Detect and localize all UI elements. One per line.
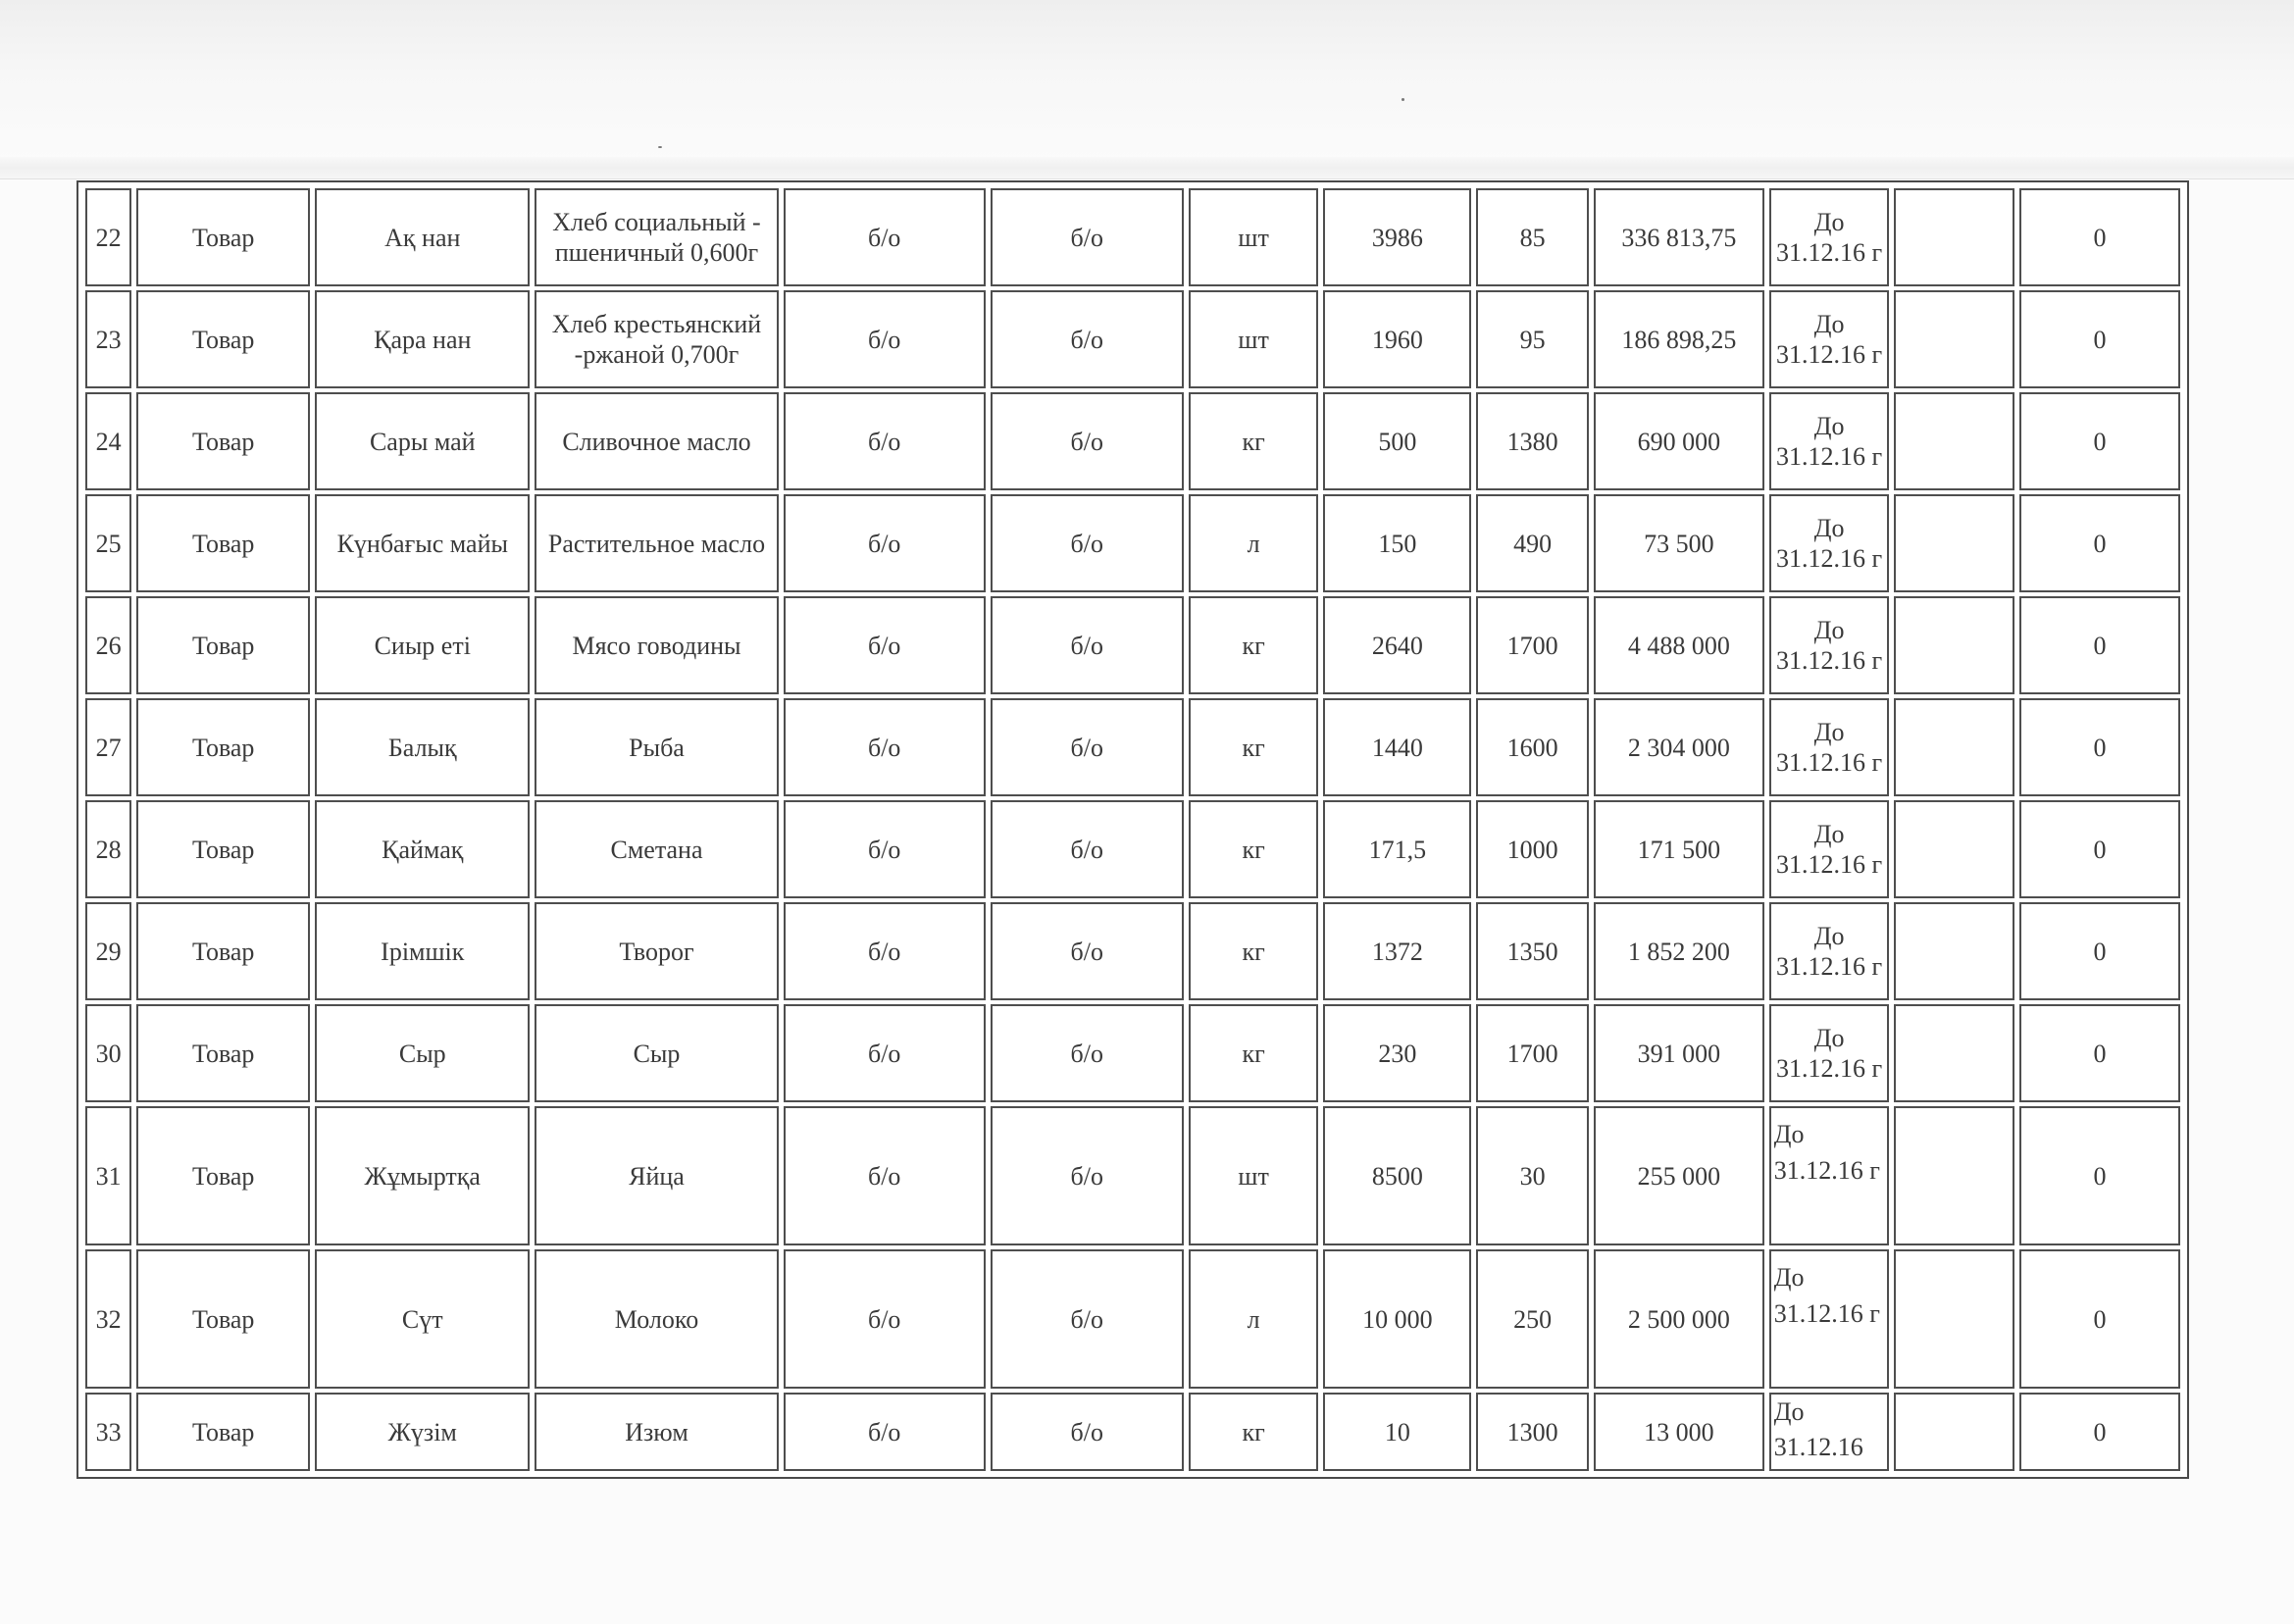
value-zero: 0 (2019, 1249, 2180, 1389)
spec-1: б/о (784, 902, 986, 1000)
item-type: Товар (136, 1393, 310, 1471)
row-number: 27 (85, 698, 131, 796)
unit-price: 85 (1476, 188, 1589, 286)
unit: кг (1189, 698, 1319, 796)
unit-price: 1380 (1476, 392, 1589, 490)
value-zero: 0 (2019, 392, 2180, 490)
sheet-edge (0, 157, 2294, 179)
total-sum: 186 898,25 (1594, 290, 1764, 388)
item-name-kz: Күнбағыс майы (315, 494, 530, 592)
table-row (85, 800, 2180, 898)
spec-2: б/о (991, 290, 1184, 388)
row-number: 29 (85, 902, 131, 1000)
row-number: 33 (85, 1393, 131, 1471)
empty-cell (1894, 494, 2014, 592)
value-zero: 0 (2019, 698, 2180, 796)
row-number: 28 (85, 800, 131, 898)
deadline: До 31.12.16 г (1769, 290, 1890, 388)
total-sum: 1 852 200 (1594, 902, 1764, 1000)
unit-price: 490 (1476, 494, 1589, 592)
unit-price: 1700 (1476, 1004, 1589, 1102)
spec-1: б/о (784, 1004, 986, 1102)
deadline: До 31.12.16 г (1769, 800, 1890, 898)
empty-cell (1894, 800, 2014, 898)
table-body (85, 188, 2180, 1471)
item-name-kz: Ірімшік (315, 902, 530, 1000)
item-type: Товар (136, 290, 310, 388)
empty-cell (1894, 902, 2014, 1000)
total-sum: 690 000 (1594, 392, 1764, 490)
total-sum: 13 000 (1594, 1393, 1764, 1471)
items-table (80, 184, 2185, 1475)
deadline: До 31.12.16 г (1769, 494, 1890, 592)
spec-2: б/о (991, 494, 1184, 592)
table-row (85, 1393, 2180, 1471)
unit: л (1189, 494, 1319, 592)
unit-price: 1350 (1476, 902, 1589, 1000)
unit-price: 250 (1476, 1249, 1589, 1389)
quantity: 500 (1323, 392, 1471, 490)
unit-price: 1300 (1476, 1393, 1589, 1471)
deadline: До 31.12.16 г (1769, 1249, 1890, 1389)
quantity: 3986 (1323, 188, 1471, 286)
quantity: 171,5 (1323, 800, 1471, 898)
quantity: 10 000 (1323, 1249, 1471, 1389)
table-row (85, 290, 2180, 388)
table-row (85, 902, 2180, 1000)
item-type: Товар (136, 494, 310, 592)
unit: л (1189, 1249, 1319, 1389)
empty-cell (1894, 698, 2014, 796)
quantity: 1372 (1323, 902, 1471, 1000)
scan-shadow (0, 0, 2294, 181)
table-row (85, 494, 2180, 592)
spec-1: б/о (784, 188, 986, 286)
unit: шт (1189, 188, 1319, 286)
item-name-ru: Хлеб социальный - пшеничный 0,600г (535, 188, 778, 286)
item-name-kz: Сүт (315, 1249, 530, 1389)
spec-1: б/о (784, 1106, 986, 1245)
value-zero: 0 (2019, 1004, 2180, 1102)
item-name-ru: Сливочное масло (535, 392, 778, 490)
spec-2: б/о (991, 1004, 1184, 1102)
deadline: До 31.12.16 (1769, 1393, 1890, 1471)
value-zero: 0 (2019, 596, 2180, 694)
item-name-ru: Сметана (535, 800, 778, 898)
quantity: 230 (1323, 1004, 1471, 1102)
total-sum: 4 488 000 (1594, 596, 1764, 694)
item-type: Товар (136, 902, 310, 1000)
item-name-kz: Сыр (315, 1004, 530, 1102)
item-name-ru: Сыр (535, 1004, 778, 1102)
unit: шт (1189, 1106, 1319, 1245)
row-number: 25 (85, 494, 131, 592)
spec-1: б/о (784, 698, 986, 796)
unit: кг (1189, 800, 1319, 898)
quantity: 1440 (1323, 698, 1471, 796)
empty-cell (1894, 1004, 2014, 1102)
total-sum: 2 500 000 (1594, 1249, 1764, 1389)
unit: кг (1189, 1004, 1319, 1102)
quantity: 2640 (1323, 596, 1471, 694)
deadline: До 31.12.16 г (1769, 902, 1890, 1000)
item-name-ru: Творог (535, 902, 778, 1000)
table-row (85, 698, 2180, 796)
empty-cell (1894, 596, 2014, 694)
total-sum: 255 000 (1594, 1106, 1764, 1245)
empty-cell (1894, 188, 2014, 286)
unit-price: 1600 (1476, 698, 1589, 796)
item-name-ru: Молоко (535, 1249, 778, 1389)
spec-2: б/о (991, 902, 1184, 1000)
unit-price: 30 (1476, 1106, 1589, 1245)
quantity: 8500 (1323, 1106, 1471, 1245)
unit-price: 95 (1476, 290, 1589, 388)
spec-2: б/о (991, 188, 1184, 286)
quantity: 150 (1323, 494, 1471, 592)
row-number: 31 (85, 1106, 131, 1245)
item-type: Товар (136, 1106, 310, 1245)
spec-1: б/о (784, 1249, 986, 1389)
deadline: До 31.12.16 г (1769, 1106, 1890, 1245)
unit: кг (1189, 392, 1319, 490)
scan-speck (658, 146, 662, 148)
spec-1: б/о (784, 392, 986, 490)
row-number: 23 (85, 290, 131, 388)
spec-2: б/о (991, 1249, 1184, 1389)
total-sum: 171 500 (1594, 800, 1764, 898)
empty-cell (1894, 1106, 2014, 1245)
deadline: До 31.12.16 г (1769, 392, 1890, 490)
value-zero: 0 (2019, 800, 2180, 898)
unit: кг (1189, 1393, 1319, 1471)
quantity: 1960 (1323, 290, 1471, 388)
value-zero: 0 (2019, 188, 2180, 286)
spec-1: б/о (784, 800, 986, 898)
total-sum: 2 304 000 (1594, 698, 1764, 796)
spec-1: б/о (784, 1393, 986, 1471)
spec-2: б/о (991, 1106, 1184, 1245)
item-name-ru: Мясо говодины (535, 596, 778, 694)
empty-cell (1894, 392, 2014, 490)
unit-price: 1000 (1476, 800, 1589, 898)
deadline: До 31.12.16 г (1769, 188, 1890, 286)
item-type: Товар (136, 392, 310, 490)
item-type: Товар (136, 1249, 310, 1389)
deadline: До 31.12.16 г (1769, 1004, 1890, 1102)
value-zero: 0 (2019, 290, 2180, 388)
item-name-ru: Хлеб крестьянский -ржаной 0,700г (535, 290, 778, 388)
scan-speck (1402, 98, 1404, 101)
item-type: Товар (136, 1004, 310, 1102)
item-name-kz: Жұмыртқа (315, 1106, 530, 1245)
empty-cell (1894, 290, 2014, 388)
value-zero: 0 (2019, 1393, 2180, 1471)
item-name-ru: Изюм (535, 1393, 778, 1471)
item-name-kz: Сары май (315, 392, 530, 490)
spec-1: б/о (784, 494, 986, 592)
unit-price: 1700 (1476, 596, 1589, 694)
empty-cell (1894, 1249, 2014, 1389)
unit: кг (1189, 902, 1319, 1000)
item-name-kz: Қара нан (315, 290, 530, 388)
item-name-kz: Қаймақ (315, 800, 530, 898)
row-number: 32 (85, 1249, 131, 1389)
item-name-ru: Растительное масло (535, 494, 778, 592)
row-number: 26 (85, 596, 131, 694)
item-type: Товар (136, 698, 310, 796)
spec-2: б/о (991, 698, 1184, 796)
item-name-ru: Яйца (535, 1106, 778, 1245)
table-row (85, 392, 2180, 490)
total-sum: 336 813,75 (1594, 188, 1764, 286)
table-row (85, 188, 2180, 286)
item-type: Товар (136, 188, 310, 286)
empty-cell (1894, 1393, 2014, 1471)
row-number: 24 (85, 392, 131, 490)
spec-2: б/о (991, 596, 1184, 694)
table-row (85, 1106, 2180, 1245)
value-zero: 0 (2019, 494, 2180, 592)
procurement-table (76, 180, 2189, 1479)
item-name-kz: Балық (315, 698, 530, 796)
spec-2: б/о (991, 800, 1184, 898)
quantity: 10 (1323, 1393, 1471, 1471)
item-name-kz: Ақ нан (315, 188, 530, 286)
table-row (85, 596, 2180, 694)
table-row (85, 1004, 2180, 1102)
spec-2: б/о (991, 1393, 1184, 1471)
item-name-kz: Жүзім (315, 1393, 530, 1471)
table-row (85, 1249, 2180, 1389)
total-sum: 391 000 (1594, 1004, 1764, 1102)
spec-1: б/о (784, 596, 986, 694)
total-sum: 73 500 (1594, 494, 1764, 592)
spec-1: б/о (784, 290, 986, 388)
deadline: До 31.12.16 г (1769, 596, 1890, 694)
deadline: До 31.12.16 г (1769, 698, 1890, 796)
value-zero: 0 (2019, 1106, 2180, 1245)
item-name-ru: Рыба (535, 698, 778, 796)
item-name-kz: Сиыр еті (315, 596, 530, 694)
row-number: 22 (85, 188, 131, 286)
item-type: Товар (136, 596, 310, 694)
spec-2: б/о (991, 392, 1184, 490)
row-number: 30 (85, 1004, 131, 1102)
unit: шт (1189, 290, 1319, 388)
value-zero: 0 (2019, 902, 2180, 1000)
item-type: Товар (136, 800, 310, 898)
unit: кг (1189, 596, 1319, 694)
